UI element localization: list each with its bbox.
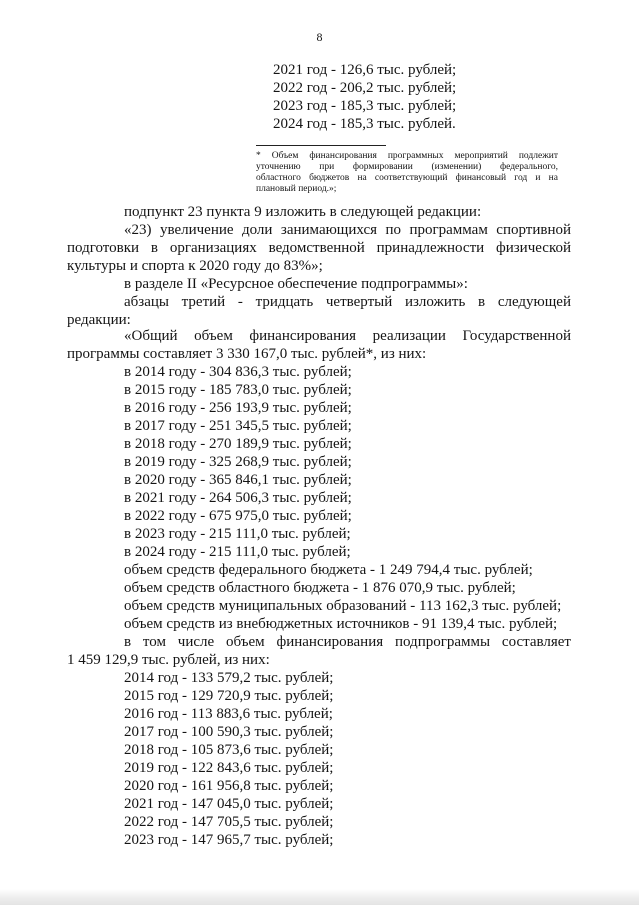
yearly-total-line: в 2014 году - 304 836,3 тыс. рублей; <box>124 364 352 380</box>
subprogram-year-line: 2022 год - 147 705,5 тыс. рублей; <box>124 814 334 830</box>
subprogram-intro: 1 459 129,9 тыс. рублей, из них: <box>67 652 270 668</box>
body-paragraph: культуры и спорта к 2020 году до 83%»; <box>67 258 323 274</box>
yearly-total-line: в 2020 году - 365 846,1 тыс. рублей; <box>124 472 352 488</box>
subprogram-year-line: 2016 год - 113 883,6 тыс. рублей; <box>124 706 333 722</box>
subprogram-year-line: 2020 год - 161 956,8 тыс. рублей; <box>124 778 334 794</box>
footnote-separator <box>256 145 386 146</box>
subprogram-year-line: 2015 год - 129 720,9 тыс. рублей; <box>124 688 334 704</box>
yearly-total-line: в 2017 году - 251 345,5 тыс. рублей; <box>124 418 352 434</box>
footnote-line: * Объем финансирования программных мероприятий подлежит <box>256 151 558 161</box>
page-number: 8 <box>316 30 323 44</box>
subprogram-year-line: 2019 год - 122 843,6 тыс. рублей; <box>124 760 334 776</box>
subprogram-intro: в том числе объем финансирования подпрограммы составляет <box>124 634 571 650</box>
footnote-line: уточнению при формировании (изменении) федерального, <box>256 162 558 172</box>
yearly-total-line: в 2015 году - 185 783,0 тыс. рублей; <box>124 382 352 398</box>
body-paragraph: «Общий объем финансирования реализации Государственной <box>124 328 571 344</box>
yearly-total-line: в 2021 году - 264 506,3 тыс. рублей; <box>124 490 352 506</box>
scan-bottom-edge <box>0 889 639 905</box>
yearly-total-line: в 2016 году - 256 193,9 тыс. рублей; <box>124 400 352 416</box>
footnote-line: плановый период.»; <box>256 184 337 194</box>
body-paragraph: редакции: <box>67 312 131 328</box>
yearly-total-line: в 2018 году - 270 189,9 тыс. рублей; <box>124 436 352 452</box>
subprogram-year-line: 2014 год - 133 579,2 тыс. рублей; <box>124 670 334 686</box>
top-year-line: 2022 год - 206,2 тыс. рублей; <box>273 80 457 96</box>
yearly-total-line: в 2022 году - 675 975,0 тыс. рублей; <box>124 508 352 524</box>
top-year-line: 2021 год - 126,6 тыс. рублей; <box>273 62 457 78</box>
yearly-total-line: в 2023 году - 215 111,0 тыс. рублей; <box>124 526 351 542</box>
top-year-line: 2023 год - 185,3 тыс. рублей; <box>273 98 457 114</box>
source-line: объем средств федерального бюджета - 1 249 794,4 тыс. рублей; <box>124 562 533 578</box>
source-line: объем средств областного бюджета - 1 876 070,9 тыс. рублей; <box>124 580 516 596</box>
subprogram-year-line: 2018 год - 105 873,6 тыс. рублей; <box>124 742 334 758</box>
body-paragraph: подготовки в организациях ведомственной принадлежности физической <box>67 240 571 256</box>
yearly-total-line: в 2024 году - 215 111,0 тыс. рублей; <box>124 544 351 560</box>
body-paragraph: в разделе II «Ресурсное обеспечение подпрограммы»: <box>124 276 468 292</box>
yearly-total-line: в 2019 году - 325 268,9 тыс. рублей; <box>124 454 352 470</box>
body-paragraph: программы составляет 3 330 167,0 тыс. рублей*, из них: <box>67 346 427 362</box>
subprogram-year-line: 2021 год - 147 045,0 тыс. рублей; <box>124 796 334 812</box>
subprogram-year-line: 2023 год - 147 965,7 тыс. рублей; <box>124 832 334 848</box>
footnote-line: областного бюджетов на соответствующий финансовый год и на <box>256 173 558 183</box>
body-paragraph: «23) увеличение доли занимающихся по программам спортивной <box>124 222 571 238</box>
body-paragraph: подпункт 23 пункта 9 изложить в следующей редакции: <box>124 204 482 220</box>
source-line: объем средств муниципальных образований - 113 162,3 тыс. рублей; <box>124 598 562 614</box>
source-line: объем средств из внебюджетных источников - 91 139,4 тыс. рублей; <box>124 616 558 632</box>
top-year-line: 2024 год - 185,3 тыс. рублей. <box>273 116 456 132</box>
subprogram-year-line: 2017 год - 100 590,3 тыс. рублей; <box>124 724 334 740</box>
body-paragraph: абзацы третий - тридцать четвертый изложить в следующей <box>124 294 571 310</box>
